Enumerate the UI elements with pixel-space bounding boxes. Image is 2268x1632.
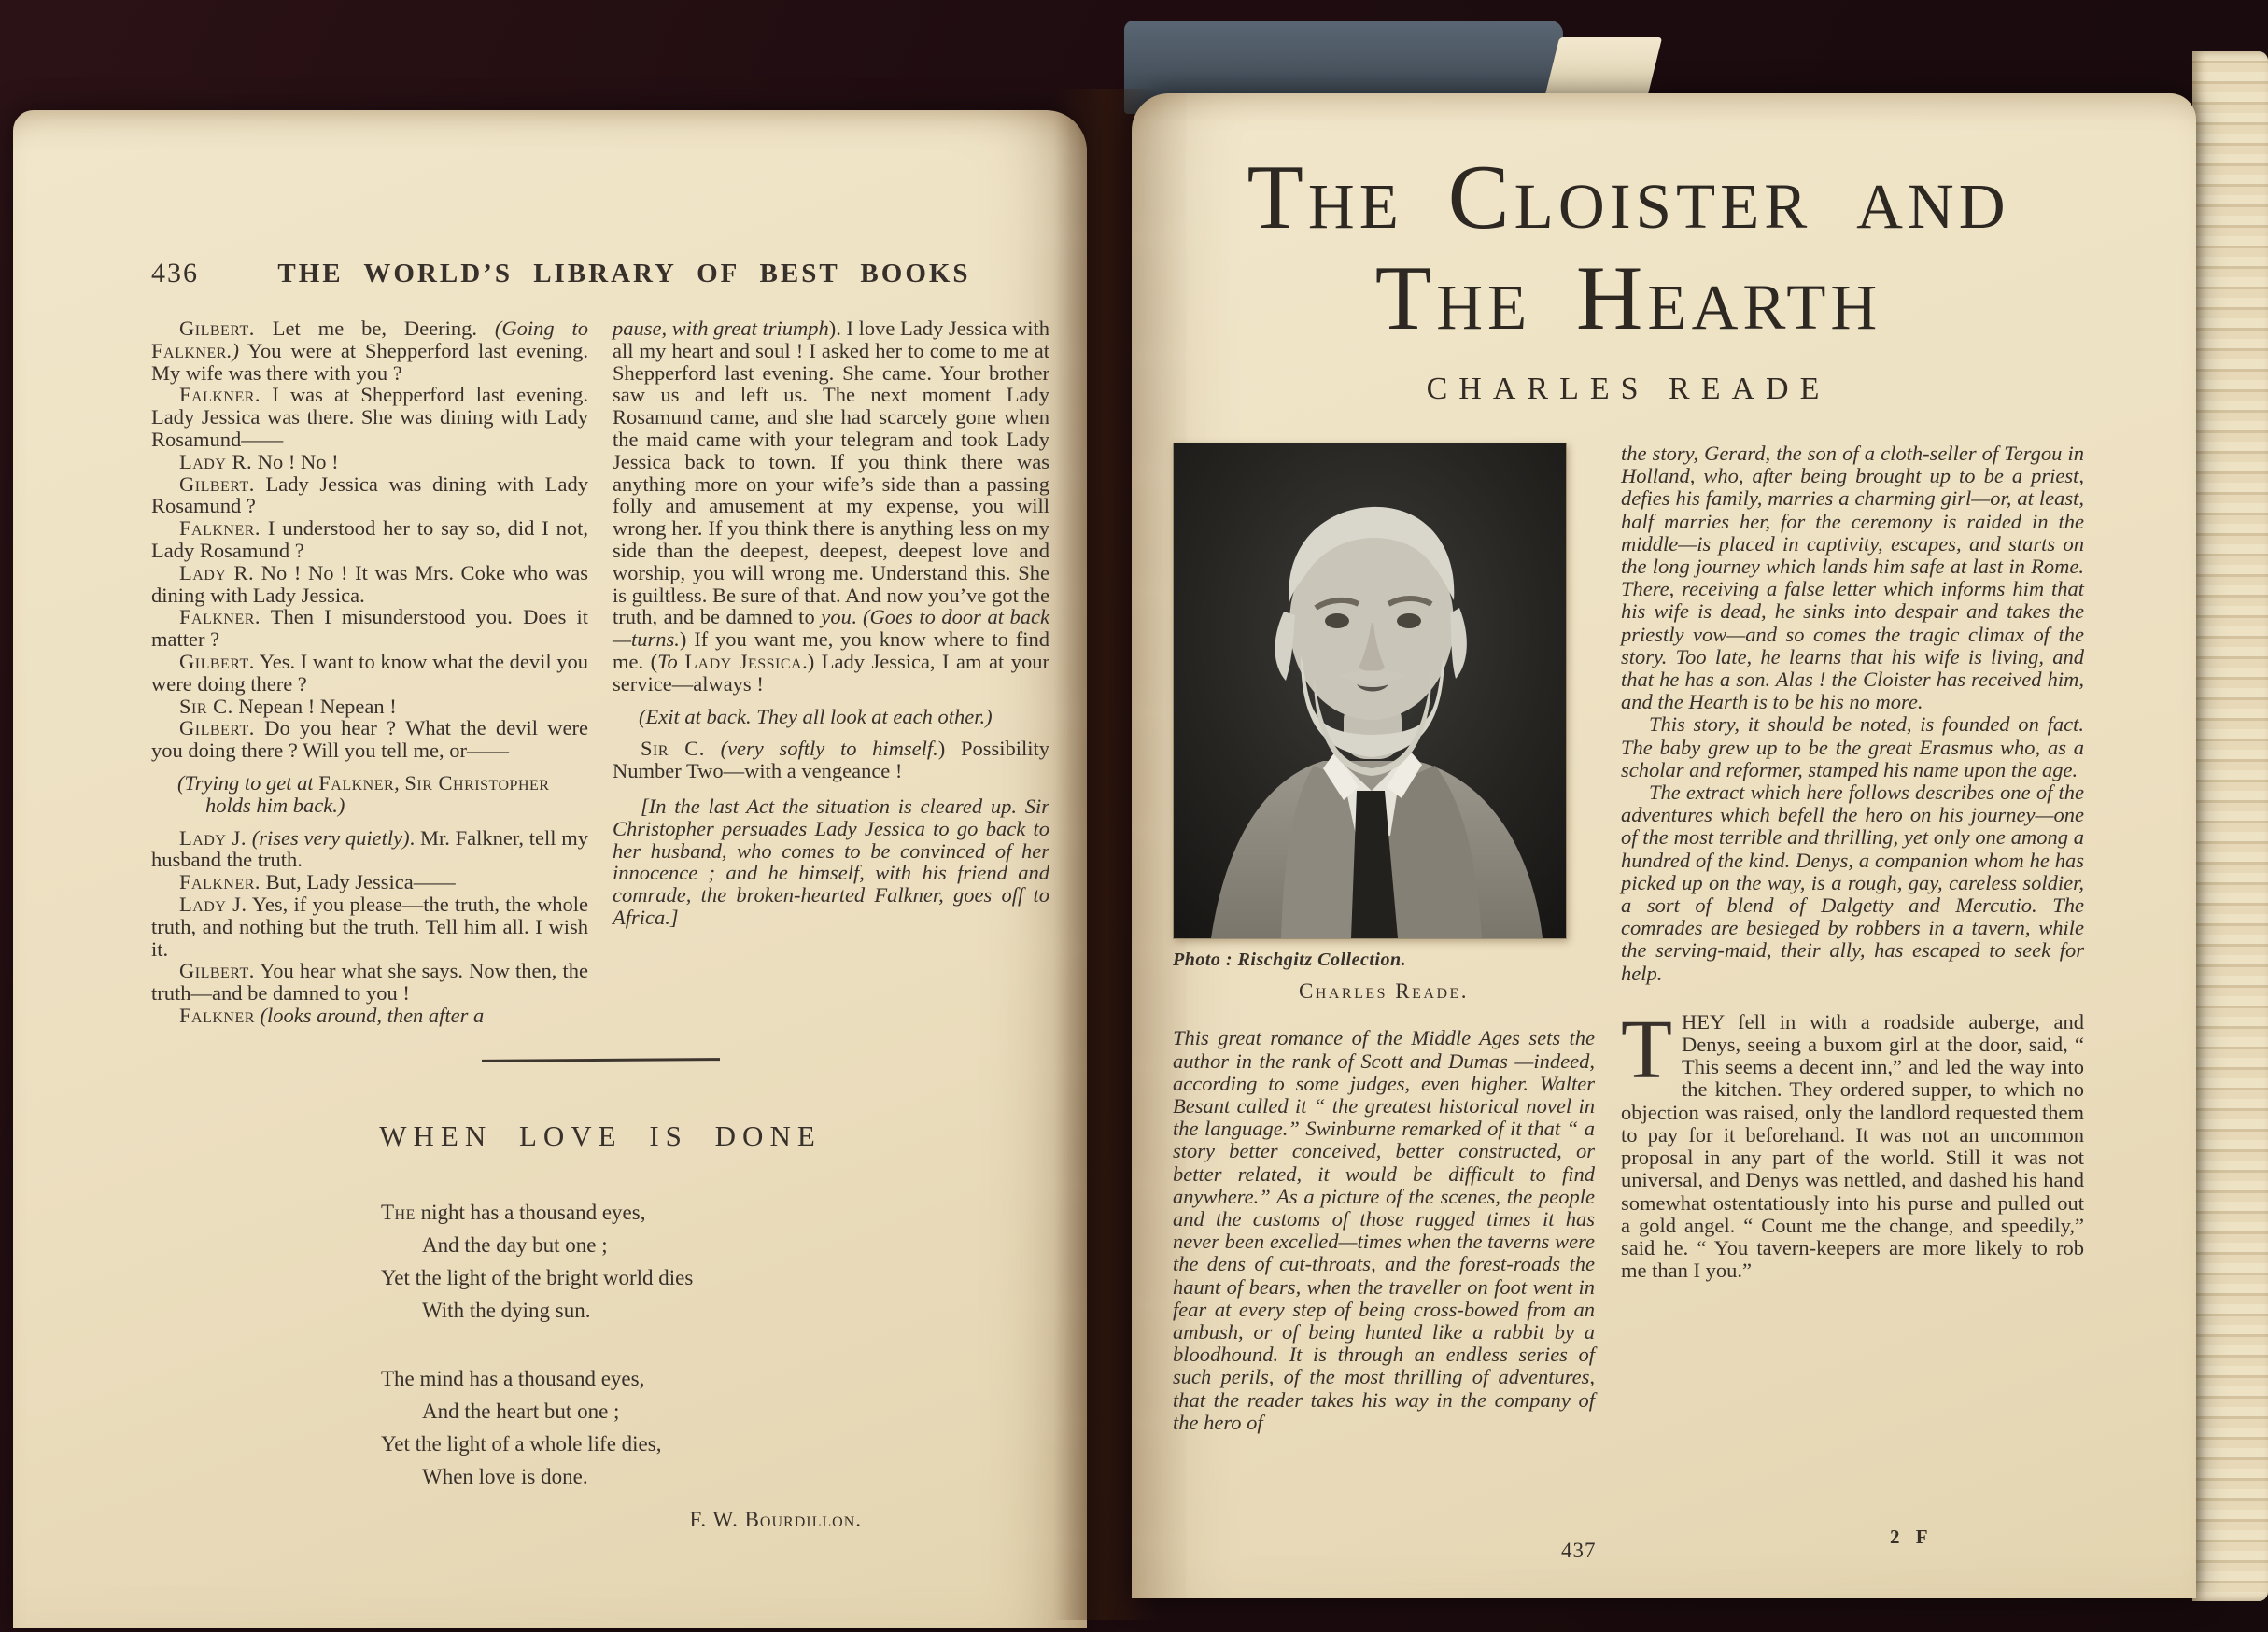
text-segment: Lady R.	[179, 449, 253, 473]
text-segment: Yes. I want to know what the devil you were doing there ?	[151, 649, 588, 696]
text-segment: Lady J.	[179, 892, 247, 916]
text-segment: And the heart but one ;	[422, 1399, 620, 1423]
paragraph	[151, 517, 588, 562]
text-segment: Falkner.	[179, 516, 261, 541]
left-page	[13, 110, 1087, 1628]
text-segment: Falkner	[179, 1003, 255, 1027]
text-segment: (Goes to door at back—turns.	[613, 605, 1049, 652]
paragraph	[613, 795, 1049, 929]
text-segment: pause, with great triumph	[613, 317, 829, 340]
portrait-frame	[1173, 443, 1567, 939]
text-segment: Let me be, Deering.	[254, 317, 495, 340]
text-segment: night has a thousand eyes,	[415, 1200, 646, 1224]
article-column-2	[1621, 443, 2084, 1434]
text-segment: T	[1621, 1003, 1672, 1096]
left-page-content	[151, 258, 1049, 1532]
article-title-line1: The Cloister and	[1247, 147, 2010, 248]
text-segment: When love is done.	[422, 1464, 588, 1488]
text-segment: Lady Jessica	[684, 649, 803, 673]
paragraph	[151, 1005, 588, 1027]
text-segment: (very softly to himself.	[720, 737, 938, 761]
text-segment: With the dying sun.	[422, 1298, 591, 1322]
charles-reade-portrait	[1174, 443, 1566, 938]
paragraph	[381, 1196, 820, 1229]
text-segment: ). I love Lady Jessica with all my heart and soul ! I asked her to come to me at Shepperford last evening. She came. Your brother saw us and left us. The next moment Lady Rosamund came, and she had scarcely gone when the maid came with your telegram and took Lady Jessica back to town. If you think there was anything more on your wife’s side than a passing folly and amusement at my expense, you will wrong her. If you think there is anything less on my side than the deepest, deepest, deepest love and worship, you will wrong me. Understand this. She is guiltless. Be sure of that. And now you’ve got the truth, and be damned to	[613, 317, 1050, 629]
poem-stanza-1	[381, 1196, 820, 1327]
text-segment: Gilbert.	[179, 471, 255, 496]
paragraph	[151, 772, 588, 817]
paragraph	[1173, 1027, 1595, 1434]
paragraph	[1621, 781, 2084, 985]
text-segment: Gilbert.	[179, 959, 255, 983]
paragraph	[1621, 1003, 2084, 1283]
text-segment: Yet the light of the bright world dies	[381, 1265, 694, 1289]
text-segment: Lady Jessica was dining with Lady Rosamund ?	[151, 471, 588, 518]
text-segment: No ! No !	[252, 449, 339, 473]
right-page-content	[1173, 148, 2084, 1434]
portrait-figure	[1173, 443, 1595, 1003]
section-divider-rule	[481, 1058, 719, 1062]
article-title-line2: The Hearth	[1374, 247, 1882, 349]
page-stack-edge	[2192, 51, 2268, 1601]
text-segment: I was at Shepperford last evening. Lady Jessica was there. She was dining with Lady Rosamund——	[151, 383, 588, 451]
text-segment: you	[821, 605, 852, 629]
text-segment: Lady R.	[179, 560, 255, 584]
text-segment: ) If you want me, you know where to find me. (	[613, 627, 1049, 673]
paragraph	[1621, 713, 2084, 781]
text-segment: The extract which here follows describes one of the adventures which befell the hero on his journey—one of the most terrible and thrilling, yet only one among a hundred of the kind. Denys, a companion whom he has picked up on the way, is a rough, gay, careless soldier, a sort of blend of Dalgetty and Mercutio. The comrades are besieged by robbers in a tavern, while the serving-maid, their ally, has escaped to seek for help.	[1621, 781, 2084, 985]
portrait-captions	[1173, 949, 1595, 1003]
paragraph	[613, 706, 1049, 728]
paragraph	[381, 1362, 820, 1395]
article-title	[1173, 148, 2084, 349]
text-segment	[705, 737, 721, 760]
paragraph	[151, 562, 588, 607]
text-segment: Gilbert.	[179, 649, 255, 673]
text-segment: Lady J.	[179, 825, 247, 850]
article-byline: CHARLES READE	[1426, 372, 1831, 406]
text-segment: (Trying to get at	[177, 770, 319, 795]
paragraph	[151, 960, 588, 1005]
poem-title: WHEN LOVE IS DONE	[379, 1118, 822, 1152]
text-segment: And the day but one ;	[422, 1232, 608, 1257]
text-segment: But, Lady Jessica——	[261, 870, 456, 894]
paragraph	[151, 651, 588, 696]
signature-mark: 2 F	[1890, 1526, 1934, 1548]
text-segment: Do you hear ? What the devil were you doing there ? Will you tell me, or——	[151, 716, 588, 763]
text-segment: (Exit at back. They all look at each other.)	[639, 704, 993, 728]
text-segment: (Going to	[494, 317, 589, 340]
text-segment: .	[851, 605, 864, 629]
text-segment: Falkner	[151, 338, 227, 362]
right-folio: 437	[1561, 1539, 1597, 1562]
paragraph	[151, 606, 588, 651]
text-segment: ,	[394, 770, 405, 795]
paragraph	[381, 1428, 820, 1460]
text-segment: This story, it should be noted, is founded on fact. The baby grew up to be the great Erasmus who, as a scholar and reformer, stamped his name upon the age.	[1621, 712, 2084, 781]
poem-section	[151, 1119, 1049, 1532]
poem-stanza-2	[381, 1362, 820, 1493]
play-columns	[151, 317, 1049, 1027]
text-segment: You were at Shepperford last evening. My wife was there with you ?	[151, 338, 588, 385]
text-segment: Yes, if you please—the truth, the whole truth, and nothing but the truth. Tell him all. I wish it.	[151, 892, 588, 961]
text-segment: Sir C.	[179, 694, 233, 718]
text-segment: The mind has a thousand eyes,	[381, 1366, 645, 1390]
paragraph	[381, 1229, 820, 1261]
text-segment: HEY fell in with a roadside auberge, and Denys, seeing a buxom girl at the door, said, “ This seems a decent inn,” and led the way into the kitchen. They ordered supper, to which no objection was raised, only the landlord requested them to pay for it beforehand. It was not an uncommon proposal in any part of the world. Still it was not universal, and Denys was nettled, and dashed his hand somewhat ostentatiously into his purse and pulled out a gold angel. “ Count me the change, and speedily,” said he. “ You tavern-keepers are more likely to rob me than I you.”	[1621, 1009, 2084, 1283]
text-segment: Then I misunderstood you. Does it matter ?	[151, 605, 588, 652]
right-page	[1132, 93, 2196, 1598]
text-segment: You hear what she says. Now then, the truth—and be damned to you !	[151, 959, 588, 1006]
text-segment: Gilbert.	[179, 716, 255, 740]
paragraph	[381, 1395, 820, 1428]
text-segment: .)	[226, 338, 240, 362]
running-title: THE WORLD’S LIBRARY OF BEST BOOKS	[277, 259, 971, 288]
text-segment: This great romance of the Middle Ages sets the author in the rank of Scott and Dumas —indeed, according to some judges, even higher. Walter Besant called it “ the greatest historical novel in the language.” Swinburne remarked of it that “ a story better conceived, better constructed, or better related, it would be difficult to find anywhere.” As a picture of the scenes, the people and the customs of those rugged times it has never been excelled—times when the taverns were the dens of cut-throats, and the forest-roads the haunt of bears, when the traveller on foot went in fear at every step of being cross-bowed from an ambush, or of being hunted like a rabbit by a bloodhound. It is through an endless series of such perils, of the most thrilling of adventures, that the reader takes his way in the company of the hero of	[1173, 1026, 1595, 1434]
photo-credit: Photo : Rischgitz Collection.	[1173, 950, 1407, 970]
paragraph	[1621, 443, 2084, 713]
text-segment: Sir C.	[641, 737, 705, 761]
paragraph	[151, 893, 588, 960]
text-segment: Falkner	[318, 770, 395, 795]
paragraph	[151, 717, 588, 762]
text-segment: .) Lady Jessica, I am at your service—always !	[613, 649, 1050, 696]
paragraph	[151, 384, 588, 450]
left-folio: 436	[151, 258, 199, 288]
text-segment: Gilbert.	[179, 317, 255, 340]
left-page-header	[151, 258, 1049, 289]
text-segment: holds him back.)	[205, 793, 345, 817]
article-column-1	[1173, 443, 1595, 1434]
paragraph	[151, 827, 588, 872]
article-columns	[1173, 443, 2084, 1434]
play-column-2	[613, 317, 1049, 1027]
text-segment: (looks around, then after a	[260, 1003, 485, 1027]
text-segment: Falkner.	[179, 870, 261, 894]
text-segment: No ! No ! It was Mrs. Coke who was dining with Lady Jessica.	[151, 560, 588, 607]
poem-attribution: F. W. Bourdillon.	[689, 1507, 862, 1531]
text-segment: (rises very quietly)	[251, 825, 410, 850]
paragraph	[613, 738, 1049, 782]
photo-caption: Charles Reade.	[1298, 979, 1470, 1004]
paragraph	[151, 473, 588, 518]
text-segment: [In the last Act the situation is cleared up. Sir Christopher persuades Lady Jessica to go back to her husband, who comes to be convinced of her innocence ; and he himself, with his friend and comrade, the broken-hearted Falkner, goes off to Africa.]	[613, 794, 1049, 929]
paragraph	[151, 451, 588, 473]
text-segment: the story, Gerard, the son of a cloth-seller of Tergou in Holland, who, after being brought up to be a priest, defies his family, marries a charming girl—or, at least, half marries her, for the ceremony is raided in the middle—is placed in captivity, escapes, and starts on the long journey which lands him safe at last in Rome. There, receiving a false letter which informs him that his wife is dead, he sinks into despair and takes the priestly vow—and so comes the tragic climax of the story. Too late, he learns that his wife is living, and that he has a son. Alas ! the Cloister has received him, and the Hearth is to be his no more.	[1621, 442, 2084, 714]
text-segment: Yet the light of a whole life dies,	[381, 1431, 662, 1456]
paragraph	[151, 696, 588, 718]
paragraph	[381, 1460, 820, 1493]
text-segment: Falkner.	[179, 605, 261, 629]
text-segment: The	[381, 1200, 416, 1224]
text-segment: Sir Christopher	[404, 770, 550, 795]
text-segment: Nepean ! Nepean !	[232, 694, 397, 718]
text-segment: . Mr. Falkner, tell my husband the truth.	[151, 825, 588, 872]
text-segment: ) Possibility Number Two—with a vengeance !	[613, 737, 1050, 783]
text-segment: To	[657, 649, 685, 673]
synopsis-column-1	[1173, 1027, 1595, 1434]
text-segment: I understood her to say so, did I not, Lady Rosamund ?	[151, 516, 588, 562]
paragraph	[381, 1261, 820, 1294]
paragraph	[613, 317, 1049, 696]
paragraph	[381, 1294, 820, 1327]
paragraph	[151, 871, 588, 893]
text-segment: Falkner.	[179, 383, 261, 407]
paragraph	[151, 317, 588, 384]
play-column-1	[151, 317, 588, 1027]
